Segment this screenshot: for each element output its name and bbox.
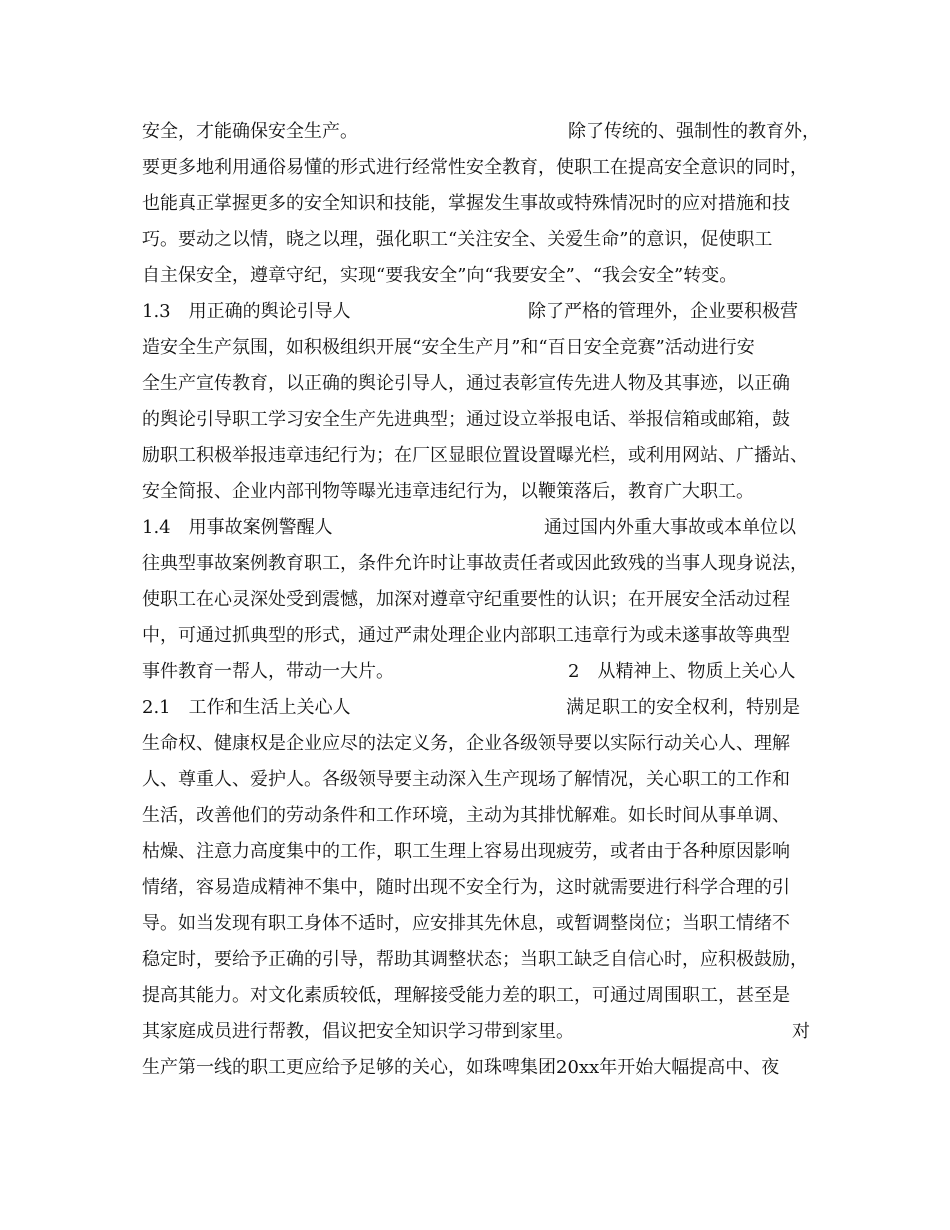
line-text: 的舆论引导职工学习安全生产先进典型；通过设立举报电话、举报信箱或邮箱，鼓 <box>142 409 790 430</box>
text-line <box>142 978 832 1014</box>
text-line <box>142 330 832 366</box>
line-text: 枯燥、注意力高度集中的工作，职工生理上容易出现疲劳，或者由于各种原因影响 <box>142 841 790 862</box>
line-text: 使职工在心灵深处受到震憾，加深对遵章守纪重要性的认识；在开展安全活动过程 <box>142 589 790 610</box>
line-text: 其家庭成员进行帮教，倡议把安全知识学习带到家里。 <box>142 1021 574 1042</box>
line-text: 事件教育一帮人，带动一大片。 <box>142 661 394 682</box>
text-line <box>142 906 832 942</box>
text-line <box>142 1014 832 1050</box>
section-heading-line <box>142 294 832 330</box>
text-line <box>142 582 832 618</box>
line-text: 生命权、健康权是企业应尽的法定义务，企业各级领导要以实际行动关心人、理解 <box>142 733 790 754</box>
text-line <box>142 618 832 654</box>
text-line <box>142 150 832 186</box>
line-text: 巧。要动之以情，晓之以理，强化职工“关注安全、关爱生命”的意识，促使职工 <box>142 229 773 250</box>
line-text: 生产第一线的职工更应给予足够的关心，如珠啤集团20xx年开始大幅提高中、夜 <box>142 1057 780 1078</box>
text-line <box>142 402 832 438</box>
text-line <box>142 726 832 762</box>
line-text: 往典型事故案例教育职工，条件允许时让事故责任者或因此致残的当事人现身说法， <box>142 553 808 574</box>
text-line <box>142 834 832 870</box>
line-text: 中，可通过抓典型的形式，通过严肃处理企业内部职工违章行为或未遂事故等典型 <box>142 625 790 646</box>
text-line <box>142 258 832 294</box>
line-text-continued: 对 <box>792 1021 810 1042</box>
section-heading: 2 从精神上、物质上关心人 <box>568 661 796 682</box>
text-line <box>142 546 832 582</box>
section-heading-line <box>142 690 832 726</box>
text-line <box>142 870 832 906</box>
line-text: 励职工积极举报违章违纪行为；在厂区显眼位置设置曝光栏，或利用网站、广播站、 <box>142 445 808 466</box>
text-line <box>142 438 832 474</box>
text-line <box>142 114 832 150</box>
line-text-continued: 通过国内外重大事故或本单位以 <box>544 517 796 538</box>
line-text: 安全，才能确保安全生产。 <box>142 121 358 142</box>
line-text: 稳定时，要给予正确的引导，帮助其调整状态；当职工缺乏自信心时，应积极鼓励， <box>142 949 808 970</box>
line-text: 自主保安全，遵章守纪，实现“要我安全”向“我要安全”、“我会安全”转变。 <box>142 265 738 286</box>
text-line <box>142 186 832 222</box>
section-heading: 2.1 工作和生活上关心人 <box>142 697 351 718</box>
text-line <box>142 762 832 798</box>
line-text: 安全简报、企业内部刊物等曝光违章违纪行为，以鞭策落后，教育广大职工。 <box>142 481 754 502</box>
line-text-continued: 满足职工的安全权利，特别是 <box>566 697 800 718</box>
line-text-continued: 除了严格的管理外，企业要积极营 <box>528 301 798 322</box>
text-line <box>142 1050 832 1086</box>
line-text-continued: 除了传统的、强制性的教育外， <box>568 121 820 142</box>
line-text: 情绪，容易造成精神不集中，随时出现不安全行为，这时就需要进行科学合理的引 <box>142 877 790 898</box>
text-line <box>142 654 832 690</box>
section-heading-line <box>142 510 832 546</box>
text-line <box>142 798 832 834</box>
text-line <box>142 222 832 258</box>
text-line <box>142 474 832 510</box>
line-text: 生活，改善他们的劳动条件和工作环境，主动为其排忧解难。如长时间从事单调、 <box>142 805 790 826</box>
text-line <box>142 366 832 402</box>
section-heading: 1.4 用事故案例警醒人 <box>142 517 333 538</box>
line-text: 全生产宣传教育，以正确的舆论引导人，通过表彰宣传先进人物及其事迹，以正确 <box>142 373 790 394</box>
line-text: 导。如当发现有职工身体不适时，应安排其先休息，或暂调整岗位；当职工情绪不 <box>142 913 790 934</box>
line-text: 造安全生产氛围，如积极组织开展“安全生产月”和“百日安全竞赛”活动进行安 <box>142 337 755 358</box>
line-text: 也能真正掌握更多的安全知识和技能，掌握发生事故或特殊情况时的应对措施和技 <box>142 193 790 214</box>
line-text: 提高其能力。对文化素质较低，理解接受能力差的职工，可通过周围职工，甚至是 <box>142 985 790 1006</box>
line-text: 要更多地利用通俗易懂的形式进行经常性安全教育，使职工在提高安全意识的同时， <box>142 157 808 178</box>
line-text: 人、尊重人、爱护人。各级领导要主动深入生产现场了解情况，关心职工的工作和 <box>142 769 790 790</box>
text-line <box>142 942 832 978</box>
body-text <box>142 114 832 1086</box>
section-heading: 1.3 用正确的舆论引导人 <box>142 301 351 322</box>
